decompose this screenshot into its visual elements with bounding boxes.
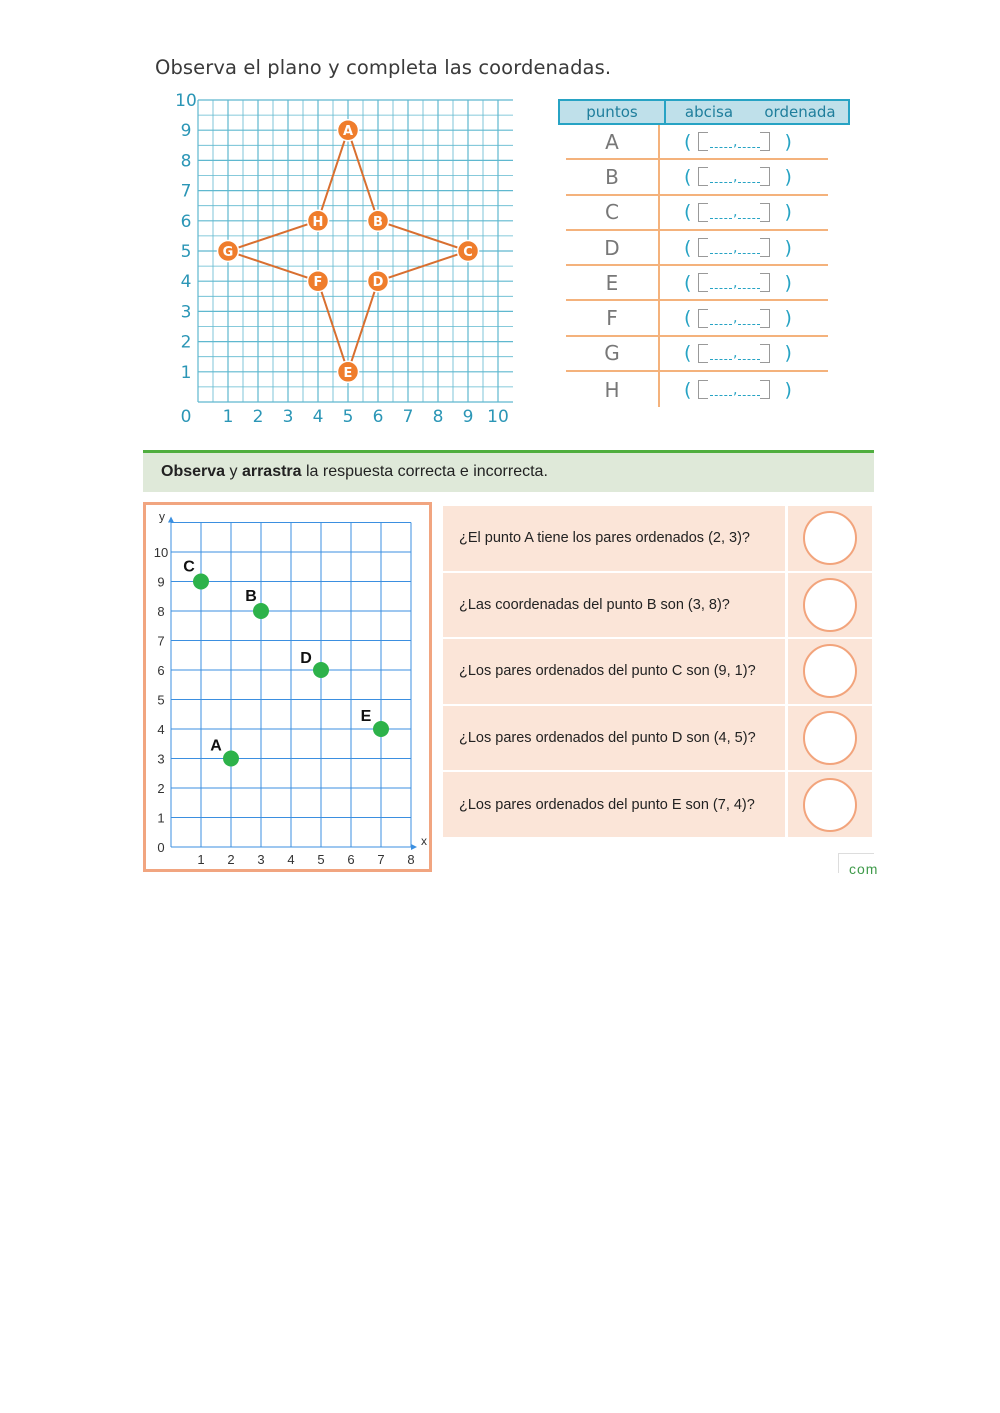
y-tick-label: 6 [157,663,165,678]
exercise2-instruction [143,450,874,492]
ordinate-blank [738,206,760,219]
open-paren: ( [684,165,692,188]
y-tick-label: 10 [175,91,197,111]
question-row [443,772,872,839]
question-row [443,573,872,640]
close-paren: ) [784,236,792,259]
coordinates-table-row [566,125,828,160]
answer-drop-zone[interactable] [788,772,872,839]
point-label-d: D [300,650,312,667]
y-tick-label: 3 [157,751,165,767]
open-paren: ( [684,271,692,294]
abscissa-input[interactable] [698,132,708,151]
coordinates-table-row [566,196,828,231]
x-axis-arrow [411,844,417,850]
coordinate-answer [660,272,828,294]
point-marker-b [253,603,269,619]
abscissa-input[interactable] [698,309,708,328]
question-row [443,506,872,573]
x-tick-label: 5 [317,852,325,867]
x-tick-label: 2 [252,407,264,427]
point-label: F [566,301,660,334]
coordinate-answer [660,307,828,329]
point-label-e: E [343,365,353,381]
question-row [443,639,872,706]
y-tick-label: 4 [180,272,192,293]
y-tick-label: 4 [157,722,165,737]
point-label-e: E [360,708,372,725]
point-label: G [566,337,660,370]
coordinate-answer [660,379,828,401]
drop-target-circle[interactable] [803,644,857,698]
x-tick-label: 4 [287,852,295,867]
y-tick-label: 5 [180,242,192,262]
point-marker-c [193,574,209,590]
point-label: A [566,125,660,158]
open-paren: ( [684,342,692,365]
ordinate-input[interactable] [760,167,770,186]
coordinates-table-row [566,231,828,266]
x-tick-label: 8 [407,852,415,867]
y-tick-label: 2 [157,781,165,796]
drop-target-circle[interactable] [803,511,857,565]
coordinates-table-body [558,125,850,407]
ordinate-input[interactable] [760,273,770,292]
y-tick-label: 8 [157,604,165,619]
abscissa-blank [710,241,732,254]
point-label-f: F [313,275,323,291]
x-tick-label: 2 [227,852,235,867]
question-list [443,506,872,839]
drop-target-circle[interactable] [803,578,857,632]
open-paren: ( [684,201,692,224]
coordinates-table [558,99,850,407]
question-text: ¿Los pares ordenados del punto C son (9, 1)? [443,639,785,706]
abscissa-blank [710,383,732,396]
ordinate-blank [738,241,760,254]
point-label: D [566,231,660,264]
point-label-d: D [372,275,384,291]
y-tick-label: 1 [180,362,192,383]
abscissa-blank [710,206,732,219]
header-abscissa: abcisa [684,103,734,121]
open-paren: ( [684,378,692,401]
y-axis-label: y [159,509,165,524]
x-tick-label: 7 [377,852,385,867]
coordinates-table-row [566,337,828,372]
coordinate-answer [660,201,828,223]
coordinate-answer [660,237,828,259]
y-tick-label: 8 [180,151,192,172]
point-label-c: C [463,245,473,260]
abscissa-input[interactable] [698,273,708,292]
abscissa-blank [710,312,732,325]
close-paren: ) [784,201,792,224]
drop-target-circle[interactable] [803,778,857,832]
x-tick-label: 6 [372,407,384,427]
y-tick-label: 9 [180,121,192,142]
ordinate-blank [738,135,760,148]
ordinate-input[interactable] [760,203,770,222]
close-paren: ) [784,342,792,365]
close-paren: ) [784,271,792,294]
x-tick-label: 1 [222,407,234,427]
point-label: E [566,266,660,299]
y-tick-label: 2 [180,332,192,353]
coordinates-table-row [566,266,828,301]
ordinate-blank [738,312,760,325]
open-paren: ( [684,130,692,153]
x-tick-label: 6 [347,852,355,867]
x-tick-label: 0 [180,407,192,427]
question-row [443,706,872,773]
ordinate-input[interactable] [760,380,770,399]
separator-comma: , [733,274,738,291]
x-tick-label: 8 [432,407,444,427]
coordinates-table-row [566,372,828,407]
ordinate-blank [738,170,760,183]
y-tick-label: 6 [180,211,192,232]
open-paren: ( [684,307,692,330]
ordinate-input[interactable] [760,238,770,257]
ordinate-blank [738,347,760,360]
point-label-b: B [245,588,257,605]
point-label: C [566,196,660,229]
y-tick-label: 7 [157,633,165,649]
instruction-bold-observa: Observa [161,463,226,480]
answer-drop-zone[interactable] [788,573,872,640]
y-tick-label: 7 [180,181,192,202]
coordinate-answer [660,342,828,364]
x-tick-label: 9 [462,407,474,427]
x-tick-label: 10 [487,407,509,427]
question-text: ¿El punto A tiene los pares ordenados (2, 3)? [443,506,785,573]
ordinate-input[interactable] [760,132,770,151]
separator-comma: , [733,204,738,221]
close-paren: ) [784,307,792,330]
coordinates-table-row [566,160,828,195]
x-tick-label: 3 [282,407,294,427]
point-marker-d [313,662,329,678]
x-tick-label: 3 [257,852,265,867]
instruction-bold-arrastra: arrastra [241,463,302,480]
y-tick-label: 3 [180,302,192,323]
close-paren: ) [784,130,792,153]
ordinate-input[interactable] [760,309,770,328]
exercise1-title: Observa el plano y completa las coordenadas. [155,56,612,79]
check-button[interactable]: com [838,853,874,873]
answer-drop-zone[interactable] [788,706,872,773]
y-tick-label: 10 [153,545,169,560]
abscissa-input[interactable] [698,380,708,399]
x-tick-label: 7 [402,407,414,427]
question-text: ¿Los pares ordenados del punto D son (4, 5)? [443,706,785,773]
drop-target-circle[interactable] [803,711,857,765]
abscissa-input[interactable] [698,203,708,222]
x-tick-label: 5 [342,407,354,427]
coordinate-plane-points [146,505,429,869]
point-marker-e [373,721,389,737]
point-label-a: A [342,124,354,140]
header-ordinate: ordenada [764,103,836,121]
separator-comma: , [733,310,738,327]
x-axis-label: x [421,834,427,848]
y-axis-arrow [168,517,174,523]
separator-comma: , [733,239,738,256]
y-tick-label: 9 [157,574,165,590]
y-tick-label: 0 [157,840,165,855]
instruction-connector: y [225,463,242,480]
question-text: ¿Los pares ordenados del punto E son (7, 4)? [443,772,785,839]
point-label: H [566,372,660,407]
coordinates-table-row [566,301,828,336]
separator-comma: , [733,345,738,362]
coordinate-answer [660,166,828,188]
point-label-h: H [312,214,324,230]
ordinate-input[interactable] [760,344,770,363]
ordinate-blank [738,383,760,396]
ordinate-blank [738,276,760,289]
header-points: puntos [560,101,666,123]
answer-drop-zone[interactable] [788,639,872,706]
x-tick-label: 4 [312,407,324,427]
coordinates-table-header [558,99,850,125]
y-tick-label: 5 [157,692,165,708]
abscissa-blank [710,276,732,289]
separator-comma: , [733,381,738,398]
abscissa-input[interactable] [698,344,708,363]
question-text: ¿Las coordenadas del punto B son (3, 8)? [443,573,785,640]
close-paren: ) [784,165,792,188]
coordinate-answer [660,131,828,153]
abscissa-input[interactable] [698,238,708,257]
y-tick-label: 1 [157,810,165,826]
point-label: B [566,160,660,193]
point-label-b: B [373,214,383,230]
abscissa-blank [710,347,732,360]
abscissa-input[interactable] [698,167,708,186]
x-tick-label: 1 [197,852,205,867]
point-marker-a [223,751,239,767]
point-label-c: C [183,558,195,576]
separator-comma: , [733,133,738,150]
coordinate-plane-points-frame [143,502,432,872]
instruction-rest: la respuesta correcta e incorrecta. [301,463,548,480]
abscissa-blank [710,135,732,148]
coordinate-plane-star [168,82,518,427]
open-paren: ( [684,236,692,259]
close-paren: ) [784,378,792,401]
point-label-g: G [222,245,234,260]
answer-drop-zone[interactable] [788,506,872,573]
point-label-a: A [210,737,222,755]
separator-comma: , [733,168,738,185]
abscissa-blank [710,170,732,183]
